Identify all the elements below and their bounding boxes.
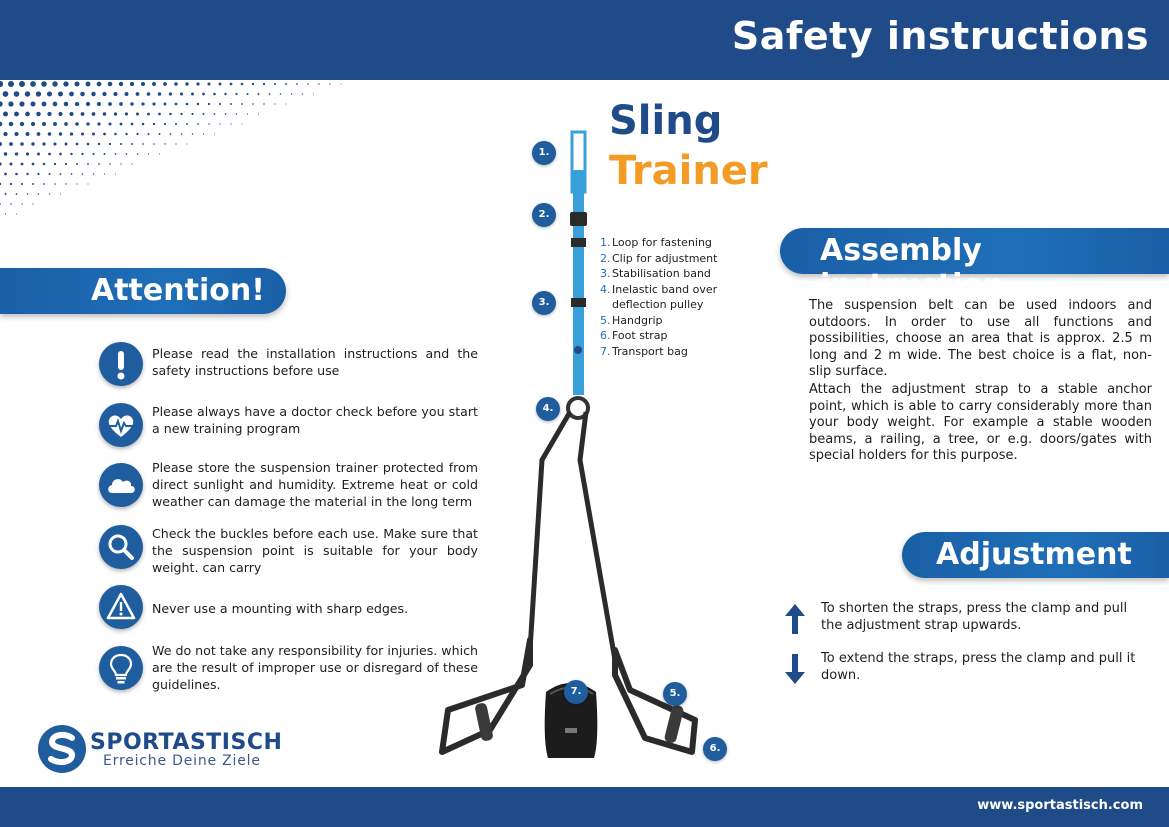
halftone-dot	[5, 213, 6, 214]
halftone-dot	[152, 102, 155, 105]
halftone-dot	[131, 123, 134, 126]
halftone-dot	[340, 83, 341, 84]
sportastisch-logo-icon	[36, 723, 88, 775]
assembly-paragraph: Attach the adjustment strap to a stable anchor point, which is able to carry considerably more than your body weight. For example a stable wooden beams, a railing, a tree, or e.g. doors/gates with special holders for this purpose.	[809, 382, 1152, 464]
adjustment-heading: Adjustment	[936, 537, 1132, 572]
halftone-dot	[30, 81, 36, 87]
halftone-dot	[37, 132, 41, 136]
halftone-dot	[119, 82, 123, 86]
halftone-dot	[10, 163, 13, 166]
halftone-dot	[224, 93, 226, 95]
exclamation-icon	[99, 342, 143, 386]
halftone-dot	[65, 183, 66, 184]
attention-item-text: Never use a mounting with sharp edges.	[152, 601, 409, 616]
lightbulb-icon	[99, 646, 143, 690]
halftone-dot	[86, 122, 89, 125]
part-badge-6: 6.	[703, 737, 727, 761]
halftone-dot	[175, 143, 176, 144]
halftone-dot	[8, 81, 14, 87]
halftone-dot	[125, 112, 128, 115]
halftone-dot	[69, 92, 74, 97]
halftone-dot	[54, 163, 56, 165]
halftone-dot	[185, 82, 188, 85]
halftone-dot	[214, 113, 216, 115]
halftone-dot	[252, 83, 254, 85]
halftone-dot	[142, 123, 145, 126]
halftone-dot	[191, 113, 193, 115]
halftone-dot	[16, 214, 17, 215]
halftone-dot	[26, 132, 30, 136]
halftone-dot	[258, 113, 259, 114]
cloud-icon	[99, 463, 143, 507]
part-badge-2: 2.	[532, 203, 556, 227]
halftone-dot	[43, 163, 46, 166]
halftone-dot	[81, 132, 84, 135]
halftone-dot	[136, 92, 140, 96]
halftone-dot	[153, 143, 155, 145]
halftone-dot	[104, 153, 106, 155]
halftone-dots-decoration	[0, 80, 420, 230]
halftone-dot	[47, 112, 51, 116]
halftone-dot	[148, 153, 149, 154]
halftone-dot	[20, 142, 24, 146]
halftone-dot	[192, 133, 193, 134]
halftone-dot	[219, 103, 221, 105]
attention-heading: Attention!	[91, 273, 265, 308]
heart-pulse-icon	[99, 403, 143, 447]
adjustment-heading-banner	[902, 532, 1169, 578]
halftone-dot	[109, 143, 111, 145]
halftone-dot	[164, 143, 165, 144]
parts-list-item: 7. Transport bag	[600, 344, 688, 358]
halftone-dot	[169, 92, 172, 95]
part-badge-5: 5.	[663, 682, 687, 706]
parts-list-item: 4. Inelastic band over	[600, 282, 718, 296]
halftone-dot	[213, 93, 216, 96]
halftone-dot	[175, 103, 178, 106]
halftone-dot	[80, 92, 85, 97]
halftone-dot	[82, 173, 84, 175]
product-title-sling: Sling	[609, 98, 723, 144]
halftone-dot	[280, 93, 282, 95]
halftone-dot	[31, 122, 35, 126]
halftone-dot	[27, 193, 29, 195]
halftone-dot	[21, 203, 22, 204]
parts-list	[600, 235, 717, 359]
halftone-dot	[10, 183, 12, 185]
halftone-dot	[19, 101, 24, 106]
halftone-dot	[26, 173, 28, 175]
halftone-dot	[75, 122, 79, 126]
brand-name: SPORTASTISCH	[90, 730, 283, 755]
halftone-dot	[3, 91, 9, 97]
halftone-dot	[31, 142, 34, 145]
halftone-dot	[142, 143, 144, 145]
halftone-dot	[0, 162, 2, 165]
halftone-dot	[74, 81, 79, 86]
halftone-dot	[58, 92, 63, 97]
halftone-dot	[159, 153, 160, 154]
halftone-dot	[0, 101, 3, 106]
halftone-dot	[65, 143, 68, 146]
parts-list-item: 6. Foot strap	[600, 329, 668, 342]
sling-trainer-illustration	[430, 120, 750, 770]
halftone-dot	[81, 153, 83, 155]
part-badge-3: 3.	[532, 291, 556, 315]
halftone-dot	[49, 193, 50, 194]
halftone-dot	[196, 82, 199, 85]
halftone-dot	[329, 83, 330, 84]
halftone-dot	[230, 83, 233, 86]
halftone-dot	[36, 112, 41, 117]
halftone-dot	[42, 122, 46, 126]
halftone-dot	[241, 123, 242, 124]
halftone-dot	[235, 93, 237, 95]
attention-item-text: Check the buckles before each use. Make sure that the suspension point is suitable for your body weight. can carry	[152, 526, 478, 575]
halftone-dot	[92, 153, 94, 155]
halftone-dot	[159, 133, 161, 135]
halftone-dot	[219, 123, 220, 124]
halftone-dot	[131, 143, 133, 145]
halftone-dot	[5, 193, 7, 195]
halftone-dot	[8, 101, 13, 106]
halftone-dot	[48, 173, 50, 175]
halftone-dot	[109, 163, 111, 165]
halftone-dot	[258, 93, 260, 95]
halftone-dot	[3, 111, 8, 116]
halftone-dot	[164, 123, 166, 125]
halftone-dot	[38, 193, 39, 194]
halftone-dot	[48, 153, 51, 156]
halftone-dot	[31, 102, 36, 107]
halftone-dot	[87, 143, 90, 146]
halftone-dot	[64, 102, 68, 106]
halftone-dot	[86, 82, 91, 87]
halftone-dot	[285, 83, 287, 85]
halftone-dot	[98, 143, 100, 145]
halftone-dot	[21, 183, 23, 185]
halftone-dot	[92, 133, 95, 136]
halftone-dot	[25, 112, 30, 117]
halftone-dot	[26, 152, 29, 155]
halftone-dot	[208, 123, 210, 125]
halftone-dot	[42, 142, 45, 145]
halftone-dot	[120, 163, 121, 164]
footer-bar	[0, 787, 1169, 827]
halftone-dot	[36, 91, 41, 96]
halftone-dot	[15, 173, 18, 176]
halftone-dot	[120, 123, 123, 126]
halftone-dot	[130, 82, 134, 86]
halftone-dot	[9, 122, 14, 127]
halftone-dot	[32, 203, 33, 204]
arrow-up-icon	[783, 602, 807, 636]
halftone-dot	[285, 103, 286, 104]
parts-list-item: 3. Stabilisation band	[600, 267, 711, 280]
halftone-dot	[108, 102, 112, 106]
halftone-dot	[63, 81, 68, 86]
halftone-dot	[65, 163, 67, 165]
halftone-dot	[76, 163, 78, 165]
halftone-dot	[42, 102, 47, 107]
halftone-dot	[163, 82, 167, 86]
assembly-heading: Assembly instruction	[820, 233, 1005, 303]
halftone-dot	[147, 92, 151, 96]
halftone-dot	[98, 163, 100, 165]
page-title: Safety instructions	[731, 14, 1149, 58]
parts-list-item: 5. Handgrip	[600, 313, 663, 327]
halftone-dot	[126, 153, 128, 155]
halftone-dot	[52, 81, 57, 86]
halftone-dot	[21, 163, 24, 166]
halftone-dot	[59, 132, 62, 135]
halftone-dot	[76, 143, 79, 146]
halftone-dot	[0, 183, 1, 185]
assembly-heading-banner	[780, 228, 1169, 303]
halftone-dot	[175, 123, 177, 125]
halftone-dot	[70, 153, 72, 155]
halftone-dot	[102, 92, 106, 96]
halftone-dot	[14, 112, 19, 117]
halftone-dot	[41, 81, 47, 87]
halftone-dot	[92, 112, 96, 116]
halftone-dot	[291, 93, 292, 94]
halftone-dot	[114, 133, 117, 136]
attention-heading-banner	[0, 268, 286, 314]
halftone-dot	[20, 122, 24, 126]
halftone-dot	[230, 123, 231, 124]
halftone-dot	[203, 113, 205, 115]
halftone-dot	[4, 173, 7, 176]
website-link[interactable]: www.sportastisch.com	[977, 798, 1143, 813]
halftone-dot	[70, 112, 74, 116]
halftone-dot	[0, 203, 1, 205]
halftone-dot	[37, 153, 40, 156]
halftone-dot	[103, 112, 107, 116]
halftone-dot	[203, 133, 204, 134]
halftone-dot	[19, 81, 25, 87]
halftone-dot	[14, 91, 20, 97]
halftone-dot	[147, 113, 150, 116]
halftone-dot	[16, 193, 18, 195]
halftone-dot	[158, 92, 161, 95]
halftone-dot	[47, 91, 52, 96]
halftone-dot	[186, 123, 188, 125]
halftone-dot	[25, 91, 30, 96]
halftone-dot	[263, 83, 265, 85]
halftone-dot	[136, 133, 138, 135]
warning-triangle-icon	[99, 585, 143, 629]
parts-list-item-continued: deflection pulley	[612, 298, 704, 311]
halftone-dot	[274, 103, 275, 104]
halftone-dot	[219, 83, 222, 86]
halftone-dot	[137, 153, 138, 154]
halftone-dot	[180, 113, 182, 115]
attention-item-text: Please store the suspension trainer protected from direct sunlight and humidity. Extreme heat or cold weather can damage the material in the long term	[152, 460, 478, 509]
halftone-dot	[164, 103, 167, 106]
halftone-dot	[10, 203, 11, 204]
halftone-dot	[59, 153, 62, 156]
halftone-dot	[307, 83, 309, 85]
halftone-dot	[207, 82, 210, 85]
halftone-dot	[76, 183, 77, 184]
halftone-dot	[152, 82, 156, 86]
product-title-trainer: Trainer	[609, 148, 768, 194]
halftone-dot	[53, 122, 57, 126]
halftone-dot	[158, 113, 161, 116]
attention-item-text: Please read the installation instructions and the safety instructions before use	[152, 346, 478, 378]
halftone-dot	[241, 103, 243, 105]
halftone-dot	[130, 102, 133, 105]
halftone-dot	[170, 133, 172, 135]
adjustment-item-text: To extend the straps, press the clamp and pull it down.	[821, 651, 1136, 683]
halftone-dot	[214, 133, 215, 134]
halftone-dot	[113, 92, 117, 96]
adjustment-item-text: To shorten the straps, press the clamp and pull the adjustment strap upwards.	[821, 601, 1128, 633]
halftone-dot	[197, 123, 199, 125]
halftone-dot	[186, 143, 187, 144]
halftone-dot	[108, 122, 111, 125]
halftone-dot	[53, 142, 56, 145]
halftone-dot	[60, 173, 62, 175]
halftone-dot	[181, 133, 183, 135]
halftone-dot	[274, 83, 276, 85]
halftone-dot	[269, 93, 271, 95]
halftone-dot	[43, 183, 45, 185]
halftone-dot	[236, 113, 238, 115]
halftone-dot	[125, 133, 127, 135]
halftone-dot	[115, 173, 116, 174]
halftone-dot	[60, 193, 61, 194]
halftone-dot	[54, 183, 56, 185]
halftone-dot	[115, 153, 117, 155]
halftone-dot	[48, 132, 52, 136]
halftone-dot	[97, 102, 101, 106]
halftone-dot	[246, 93, 248, 95]
brand-slogan: Erreiche Deine Ziele	[103, 753, 261, 769]
halftone-dot	[125, 92, 129, 96]
halftone-dot	[174, 82, 178, 86]
halftone-dot	[0, 81, 3, 87]
halftone-dot	[97, 122, 100, 125]
halftone-dot	[208, 103, 210, 105]
halftone-dot	[64, 122, 68, 126]
halftone-dot	[131, 163, 132, 164]
parts-list-item: 1. Loop for fastening	[600, 236, 712, 249]
halftone-dot	[225, 113, 227, 115]
halftone-dot	[87, 183, 88, 184]
halftone-dot	[180, 92, 183, 95]
halftone-dot	[263, 103, 264, 104]
halftone-dot	[147, 133, 149, 135]
header-bar	[0, 0, 1169, 80]
halftone-dot	[141, 102, 144, 105]
parts-list-item: 2. Clip for adjustment	[600, 251, 718, 265]
assembly-paragraph: The suspension belt can be used indoors and outdoors. In order to use all functions and possibilities, choose an area that is approx. 2.5 m long and 2 m wide. The best choice is a flat, non-slip surface.	[809, 298, 1152, 380]
halftone-dot	[247, 113, 248, 114]
halftone-dot	[296, 83, 298, 85]
halftone-dot	[153, 123, 155, 125]
halftone-dot	[114, 112, 117, 115]
halftone-dot	[197, 103, 199, 105]
halftone-dot	[3, 132, 7, 136]
halftone-dot	[186, 103, 189, 106]
halftone-dot	[241, 83, 244, 86]
halftone-dot	[104, 173, 105, 174]
halftone-dot	[252, 103, 254, 105]
halftone-dot	[119, 102, 123, 106]
halftone-dot	[93, 173, 94, 174]
attention-item-text: Please always have a doctor check before you start a new training program	[152, 404, 478, 436]
halftone-dot	[318, 83, 319, 84]
halftone-dot	[75, 102, 79, 106]
halftone-dot	[87, 163, 89, 165]
halftone-dot	[97, 82, 102, 87]
halftone-dot	[169, 113, 172, 116]
halftone-dot	[313, 93, 314, 94]
halftone-dot	[4, 152, 7, 155]
halftone-dot	[70, 132, 73, 135]
halftone-dot	[15, 152, 18, 155]
halftone-dot	[202, 93, 205, 96]
halftone-dot	[37, 173, 39, 175]
halftone-dot	[32, 183, 34, 185]
attention-item-text: We do not take any responsibility for injuries. which are the result of improper use or disregard of these guidelines.	[152, 643, 478, 692]
halftone-dot	[86, 102, 90, 106]
halftone-dot	[103, 133, 106, 136]
magnifier-icon	[99, 525, 143, 569]
arrow-down-icon	[783, 652, 807, 686]
halftone-dot	[136, 113, 139, 116]
halftone-dot	[9, 142, 13, 146]
part-badge-1: 1.	[532, 141, 556, 165]
halftone-dot	[91, 92, 95, 96]
halftone-dot	[230, 103, 232, 105]
halftone-dot	[71, 173, 73, 175]
halftone-dot	[120, 143, 122, 145]
halftone-dot	[0, 122, 2, 127]
halftone-dot	[53, 102, 58, 107]
part-badge-4: 4.	[536, 397, 560, 421]
part-badge-7: 7.	[564, 680, 588, 704]
halftone-dot	[141, 82, 145, 86]
halftone-dot	[58, 112, 62, 116]
halftone-dot	[0, 142, 2, 146]
halftone-dot	[32, 163, 35, 166]
halftone-dot	[108, 82, 113, 87]
halftone-dot	[191, 93, 194, 96]
halftone-dot	[14, 132, 18, 136]
halftone-dot	[81, 112, 85, 116]
halftone-dot	[302, 93, 303, 94]
